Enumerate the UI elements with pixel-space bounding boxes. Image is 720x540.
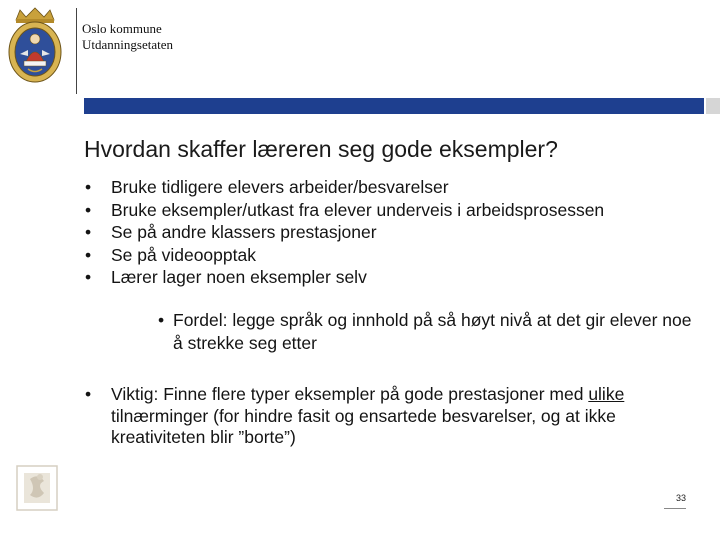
bullet-item: • Bruke eksempler/utkast fra elever underveis i arbeidsprosessen	[84, 199, 704, 222]
header-blue-band	[84, 98, 704, 114]
bullet-item: • Se på andre klassers prestasjoner	[84, 221, 704, 244]
slide-title: Hvordan skaffer læreren seg gode eksempler?	[84, 136, 558, 162]
page-number-rule	[664, 508, 686, 509]
bullet-item: • Se på videoopptak	[84, 244, 704, 267]
oslo-emblem-watermark-icon	[16, 465, 58, 511]
header-divider	[76, 8, 77, 94]
important-prefix: Viktig: Finne flere typer eksempler på gode prestasjoner med	[111, 384, 584, 404]
bullet-item: • Bruke tidligere elevers arbeider/besvarelser	[84, 176, 704, 199]
bullet-item: • Lærer lager noen eksempler selv	[84, 266, 704, 289]
sub-bullet-item: • Fordel: legge språk og innhold på så høyt nivå at det gir elever noe å strekke seg etter	[158, 309, 693, 354]
org-name-line1: Oslo kommune	[82, 21, 162, 36]
important-underlined-word: ulike	[588, 384, 625, 404]
header-gray-stub	[706, 98, 720, 114]
organization-name	[82, 21, 173, 53]
bullet-list	[84, 176, 704, 289]
oslo-coat-of-arms-icon	[6, 6, 64, 86]
important-note	[84, 384, 711, 449]
page-number: 33	[675, 493, 686, 503]
important-suffix: tilnærminger (for hindre fasit og ensartede besvarelser, og at ikke kreativiteten blir ”borte”)	[111, 405, 616, 447]
org-name-line2: Utdanningsetaten	[82, 37, 173, 52]
